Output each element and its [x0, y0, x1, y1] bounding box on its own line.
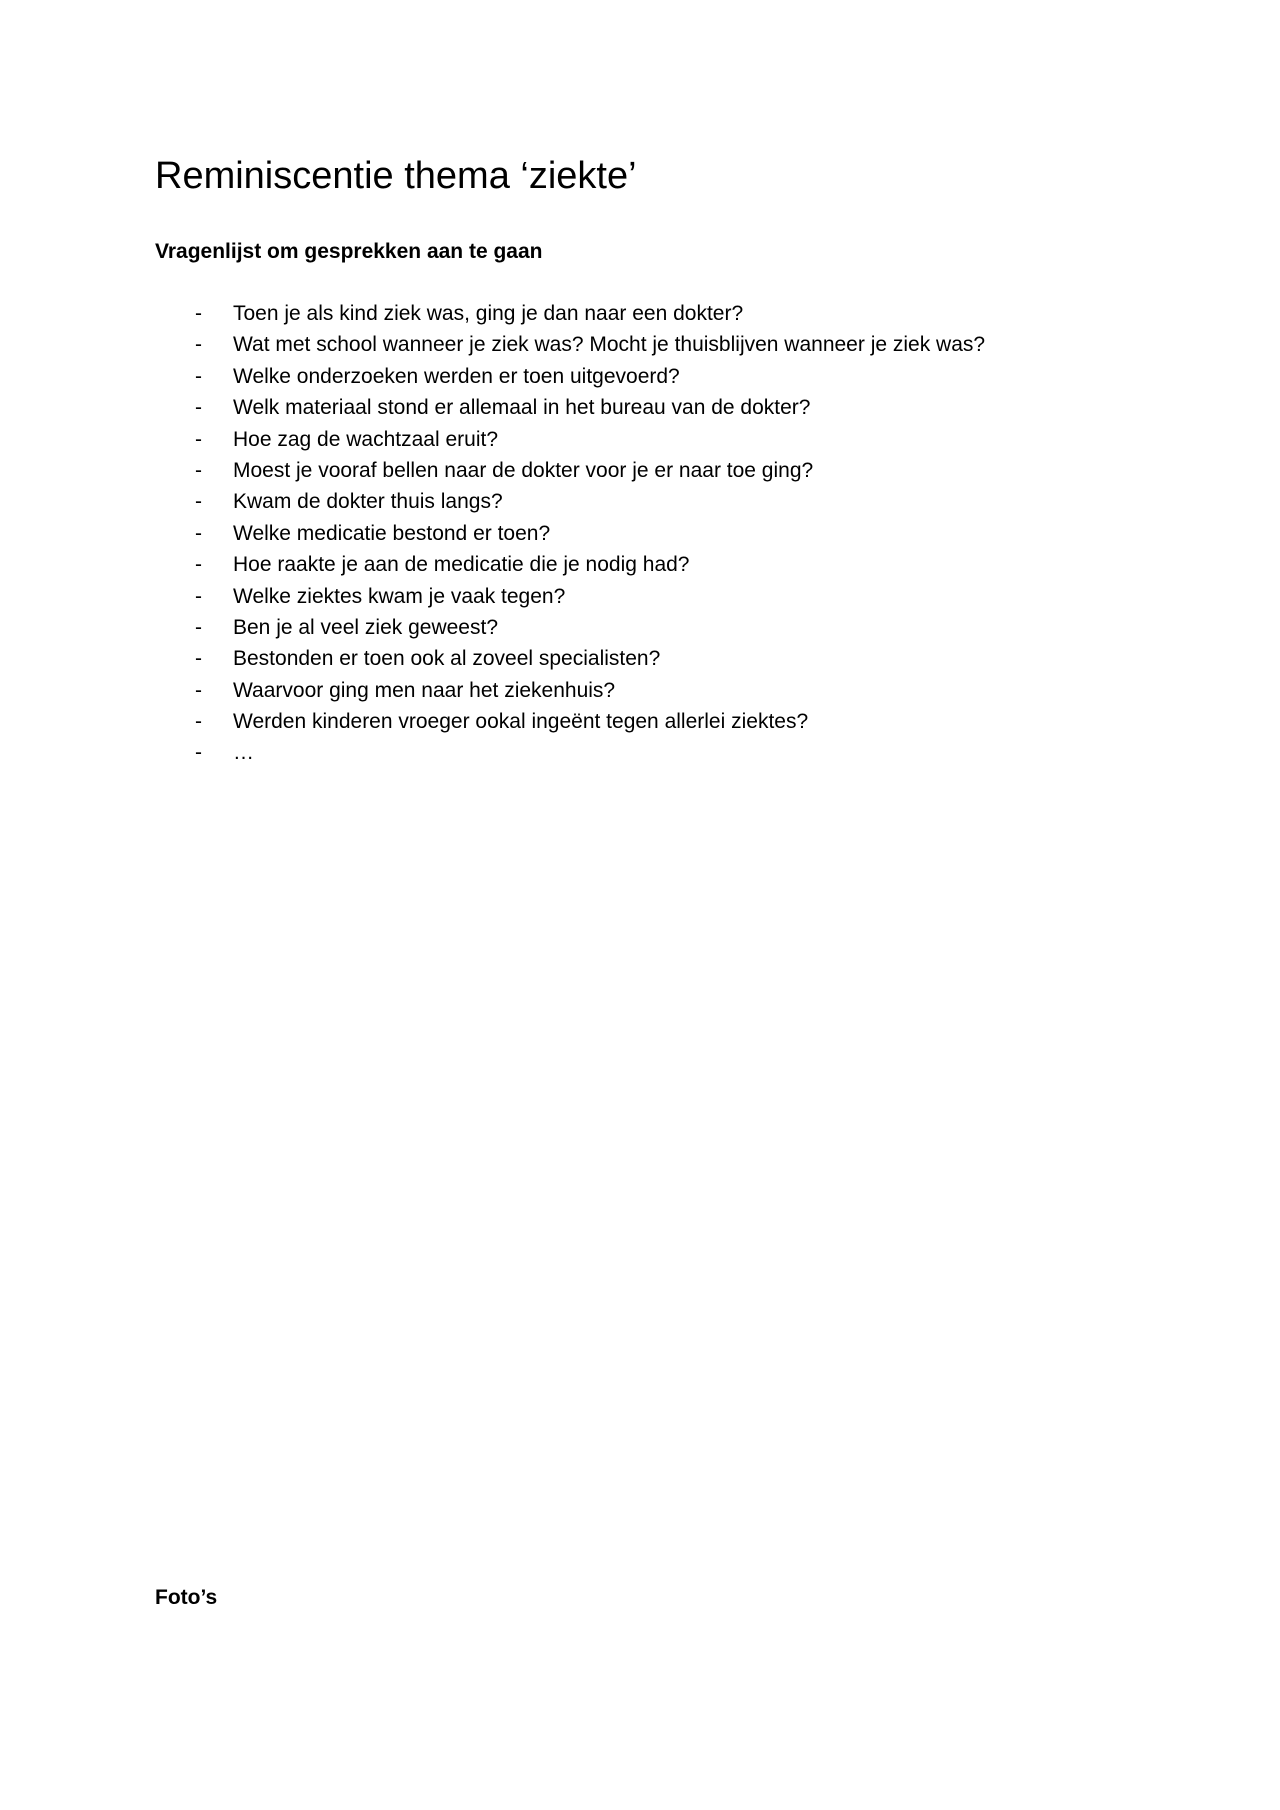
bullet-dash-icon: - — [195, 302, 202, 325]
bullet-dash-icon: - — [195, 396, 202, 420]
bullet-dash-icon: - — [195, 647, 202, 671]
question-text: Wat met school wanneer je ziek was? Mocht je thuisblijven wanneer je ziek was? — [233, 333, 986, 357]
bullet-dash-icon: - — [195, 615, 202, 639]
question-text: Ben je al veel ziek geweest? — [233, 615, 498, 639]
question-text: Welke onderzoeken werden er toen uitgevoerd? — [233, 364, 680, 388]
question-text: Hoe zag de wachtzaal eruit? — [233, 427, 498, 451]
section-heading-photos: Foto’s — [155, 1586, 218, 1609]
question-text: Welke medicatie bestond er toen? — [233, 521, 551, 545]
bullet-dash-icon: - — [195, 584, 202, 608]
question-text: Moest je vooraf bellen naar de dokter voor je er naar toe ging? — [233, 458, 814, 482]
question-text: Bestonden er toen ook al zoveel specialisten? — [233, 647, 661, 671]
bullet-dash-icon: - — [195, 678, 202, 702]
bullet-dash-icon: - — [195, 710, 202, 734]
question-text: Waarvoor ging men naar het ziekenhuis? — [233, 678, 616, 702]
bullet-dash-icon: - — [195, 458, 202, 482]
question-text: Welk materiaal stond er allemaal in het bureau van de dokter? — [233, 396, 811, 420]
bullet-dash-icon: - — [195, 553, 202, 577]
section-heading-questionnaire: Vragenlijst om gesprekken aan te gaan — [155, 240, 543, 263]
bullet-dash-icon: - — [195, 521, 202, 545]
question-text-ellipsis: … — [233, 741, 254, 765]
bullet-dash-icon: - — [195, 741, 202, 765]
question-text: Hoe raakte je aan de medicatie die je nodig had? — [233, 553, 690, 577]
question-text: Werden kinderen vroeger ookal ingeënt tegen allerlei ziektes? — [233, 710, 809, 734]
page-title: Reminiscentie thema ‘ziekte’ — [155, 155, 637, 197]
bullet-dash-icon: - — [195, 427, 202, 451]
bullet-dash-icon: - — [195, 333, 202, 357]
question-text: Toen je als kind ziek was, ging je dan naar een dokter? — [233, 302, 744, 325]
question-text: Welke ziektes kwam je vaak tegen? — [233, 584, 566, 608]
bullet-dash-icon: - — [195, 490, 202, 514]
bullet-dash-icon: - — [195, 364, 202, 388]
question-text: Kwam de dokter thuis langs? — [233, 490, 503, 514]
